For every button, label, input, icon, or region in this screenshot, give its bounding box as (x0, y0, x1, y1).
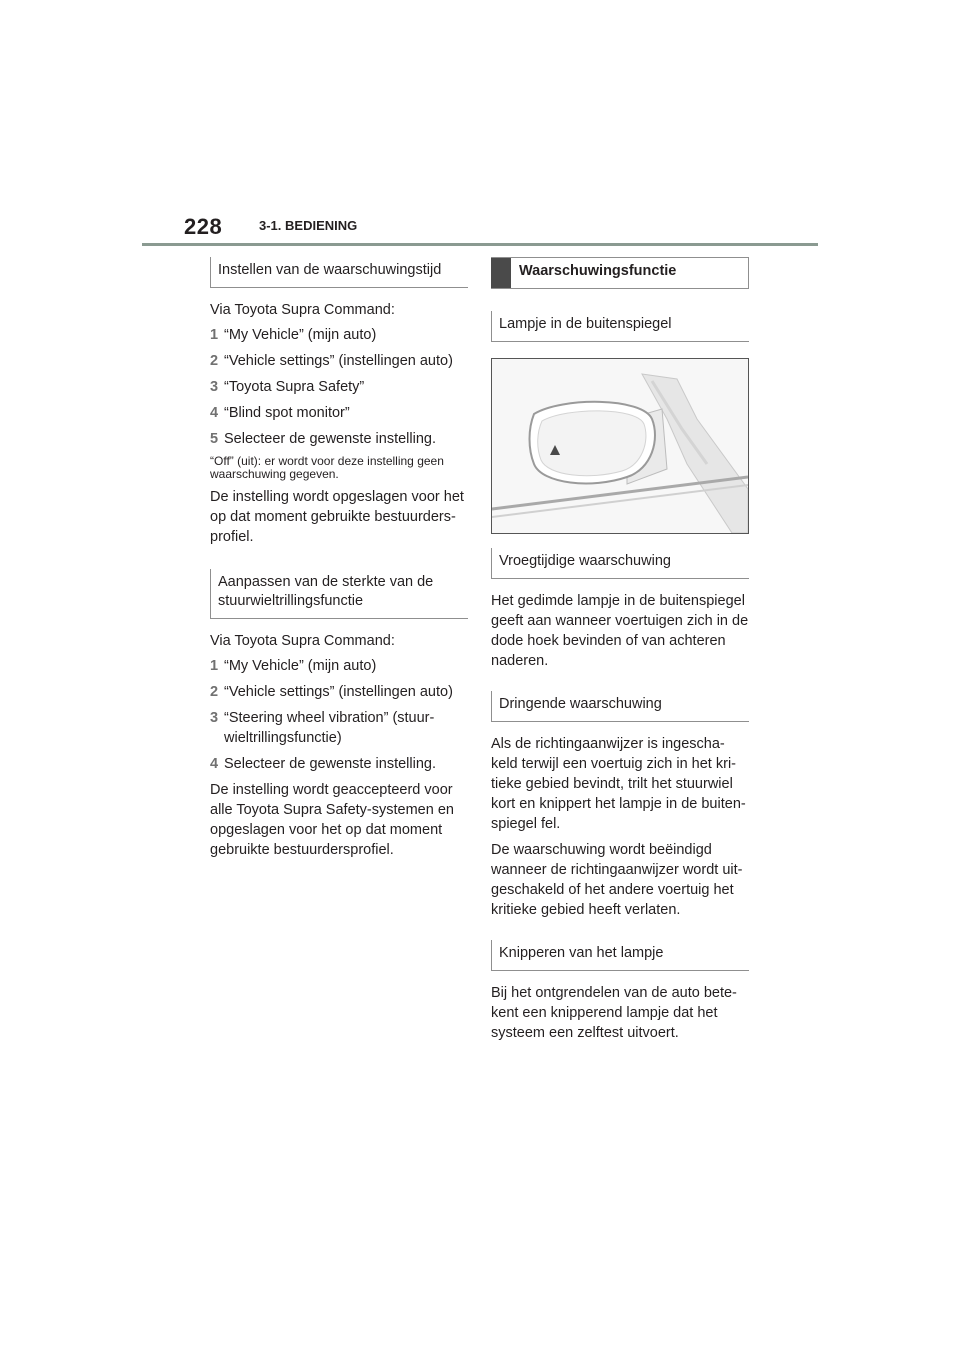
step-item (210, 429, 468, 449)
step-number: 4 (210, 756, 219, 772)
step-text: “Vehicle settings” (instellingen auto) (224, 353, 453, 369)
intro-text: Via Toyota Supra Command: (210, 633, 395, 649)
step-number: 2 (210, 684, 219, 700)
step-item (210, 754, 468, 774)
heading-warning-function: Waarschuwingsfunctie (491, 257, 749, 289)
heading-lamp-blinking: Knipperen van het lampje (491, 940, 749, 971)
step-text: “Vehicle settings” (instellingen auto) (224, 684, 453, 700)
steps-list-1 (210, 325, 468, 449)
step-item (210, 351, 468, 371)
right-column (491, 257, 749, 1043)
off-note: “Off” (uit): er wordt voor deze instelling geen waarschuwing gegeven. (210, 454, 444, 481)
heading-mirror-lamp: Lampje in de buitenspiegel (491, 311, 749, 342)
step-item (210, 656, 468, 676)
heading-vibration-strength: Aanpassen van de sterkte van de stuurwieltrillingsfunctie (210, 569, 468, 619)
step-text: “My Vehicle” (mijn auto) (224, 658, 377, 674)
paragraph-urgent-warning: Als de richtingaanwijzer is ingescha-keld terwijl een voertuig zich in het kri-tieke gebied bevindt, trilt het stuurwiel kort en knippert het lampje in de buiten-spiegel fel. (491, 736, 746, 832)
paragraph-self-test: Bij het ontgrendelen van de auto bete-kent een knipperend lampje dat het systeem een zelftest uitvoert. (491, 985, 737, 1041)
paragraph-profile: De instelling wordt opgeslagen voor het op dat moment gebruikte bestuurders-profiel. (210, 489, 464, 545)
step-text: “Blind spot monitor” (224, 405, 350, 421)
heading-early-warning: Vroegtijdige waarschuwing (491, 548, 749, 579)
step-number: 4 (210, 405, 219, 421)
step-item (210, 403, 468, 423)
mirror-illustration (491, 358, 749, 534)
section-title: 3-1. BEDIENING (259, 218, 358, 233)
side-mirror-image (492, 359, 748, 533)
step-item (210, 325, 468, 345)
step-number: 3 (210, 379, 219, 395)
step-item (210, 377, 468, 397)
intro-text: Via Toyota Supra Command: (210, 302, 395, 318)
paragraph-warning-ends: De waarschuwing wordt beëindigd wanneer de richtingaanwijzer wordt uit-geschakeld of het andere voertuig het kritieke gebied heeft verlaten. (491, 842, 743, 918)
step-number: 3 (210, 710, 219, 726)
heading-warning-time: Instellen van de waarschuwingstijd (210, 257, 468, 288)
step-number: 5 (210, 431, 219, 447)
step-text: Selecteer de gewenste instelling. (224, 756, 436, 772)
page-number: 228 (184, 214, 223, 239)
step-number: 1 (210, 658, 219, 674)
step-text: Selecteer de gewenste instelling. (224, 431, 436, 447)
step-text: “Toyota Supra Safety” (224, 379, 365, 395)
step-text: “My Vehicle” (mijn auto) (224, 327, 377, 343)
paragraph-early-warning: Het gedimde lampje in de buitenspiegel geeft aan wanneer voertuigen zich in de dode hoek bevinden of van achteren naderen. (491, 593, 749, 669)
step-item (210, 708, 468, 748)
left-column (210, 257, 468, 860)
step-text: “Steering wheel vibration” (stuur-wieltrillingsfunctie) (224, 710, 435, 746)
header-rule (142, 243, 818, 246)
steps-list-2 (210, 656, 468, 774)
paragraph-accepted: De instelling wordt geaccepteerd voor alle Toyota Supra Safety-systemen en opgeslagen voor het op dat moment gebruikte bestuurdersprofiel. (210, 782, 454, 858)
step-item (210, 682, 468, 702)
step-number: 2 (210, 353, 219, 369)
step-number: 1 (210, 327, 219, 343)
heading-urgent-warning: Dringende waarschuwing (491, 691, 749, 722)
